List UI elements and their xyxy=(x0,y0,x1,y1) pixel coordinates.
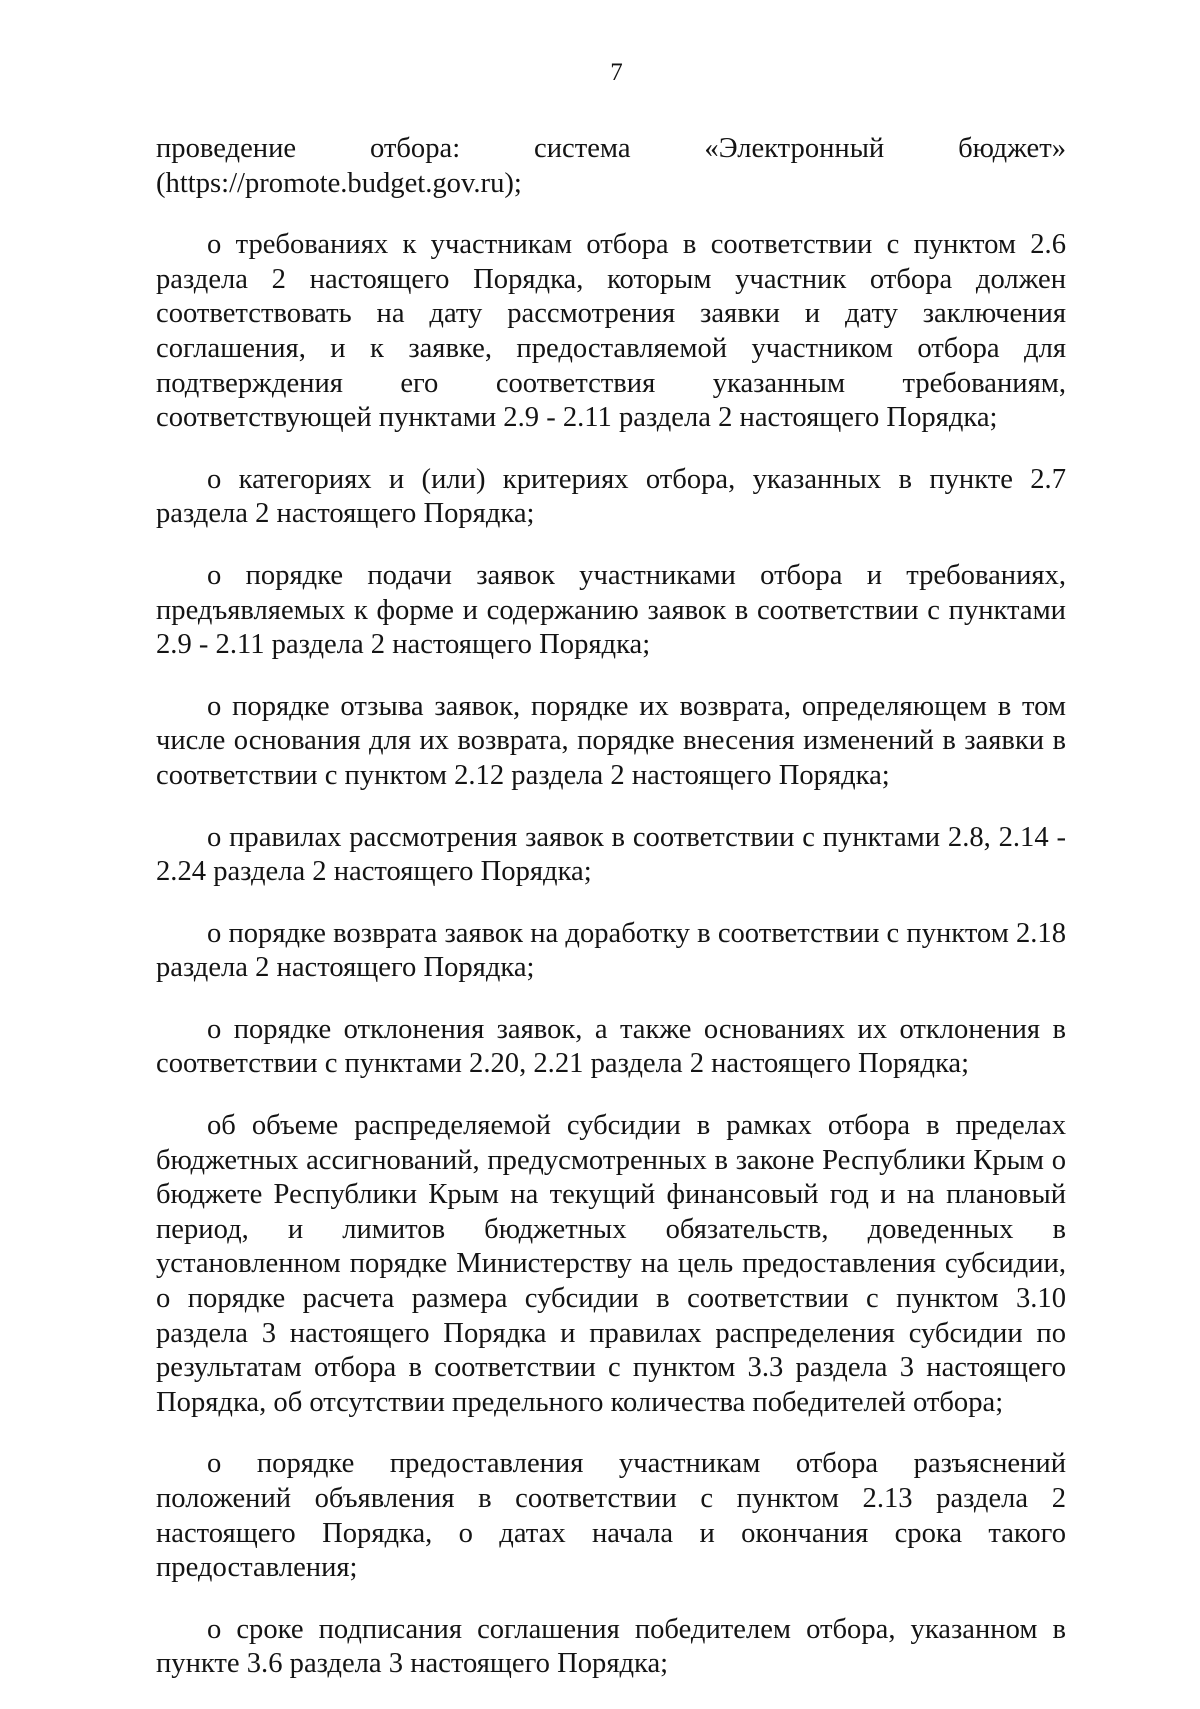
paragraph-rejection: о порядке отклонения заявок, а также основаниях их отклонения в соответствии с пунктами 2.20, 2.21 раздела 2 настоящего Порядка; xyxy=(156,1013,1066,1080)
paragraph-application-procedure: о порядке подачи заявок участниками отбора и требованиях, предъявляемых к форме и содержанию заявок в соответствии с пунктами 2.9 - 2.11 раздела 2 настоящего Порядка; xyxy=(156,559,1066,661)
paragraph-application-withdrawal: о порядке отзыва заявок, порядке их возврата, определяющем в том числе основания для их возврата, порядке внесения изменений в заявки в соответствии с пунктом 2.12 раздела 2 настоящего Порядка; xyxy=(156,690,1066,791)
paragraph-line: проведение отбора: система «Электронный бюджет» xyxy=(156,133,1066,164)
paragraph-clarifications: о порядке предоставления участникам отбора разъяснений положений объявления в соответствии с пунктом 2.13 раздела 2 настоящего Порядка, о датах начала и окончания срока такого предоставления; xyxy=(156,1448,1066,1584)
paragraph-subsidy-volume: об объеме распределяемой субсидии в рамках отбора в пределах бюджетных ассигнований, предусмотренных в законе Республики Крым о бюджете Республики Крым на текущий финансовый год и на плановый период, и лимитов бюджетных обязательств, доведенных в установленном порядке Министерству на цель предоставления субсидии, о порядке расчета размера субсидии в соответствии с пунктом 3.10 раздела 3 настоящего Порядка и правилах распределения субсидии по результатам отбора в соответствии с пунктом 3.3 раздела 3 настоящего Порядка, об отсутствии предельного количества победителей отбора; xyxy=(156,1110,1066,1418)
paragraph-return-for-revision: о порядке возврата заявок на доработку в соответствии с пунктом 2.18 раздела 2 настоящего Порядка; xyxy=(156,917,1066,984)
paragraph-line: (https://promote.budget.gov.ru); xyxy=(156,167,522,199)
paragraph-agreement-deadline: о сроке подписания соглашения победителем отбора, указанном в пункте 3.6 раздела 3 настоящего Порядка; xyxy=(156,1613,1066,1680)
paragraph-selection-criteria: о категориях и (или) критериях отбора, указанных в пункте 2.7 раздела 2 настоящего Порядка; xyxy=(156,463,1066,530)
paragraph-participant-requirements: о требованиях к участникам отбора в соответствии с пунктом 2.6 раздела 2 настоящего Порядка, которым участник отбора должен соответствовать на дату рассмотрения заявки и дату заключения соглашения, и к заявке, предоставляемой участником отбора для подтверждения его соответствия указанным требованиям, соответствующей пунктами 2.9 - 2.11 раздела 2 настоящего Порядка; xyxy=(156,229,1066,434)
paragraph-submission-place xyxy=(156,132,1066,201)
paragraph-review-rules: о правилах рассмотрения заявок в соответствии с пунктами 2.8, 2.14 - 2.24 раздела 2 настоящего Порядка; xyxy=(156,821,1066,888)
page-number: 7 xyxy=(610,59,623,86)
document-body xyxy=(156,132,1066,1709)
